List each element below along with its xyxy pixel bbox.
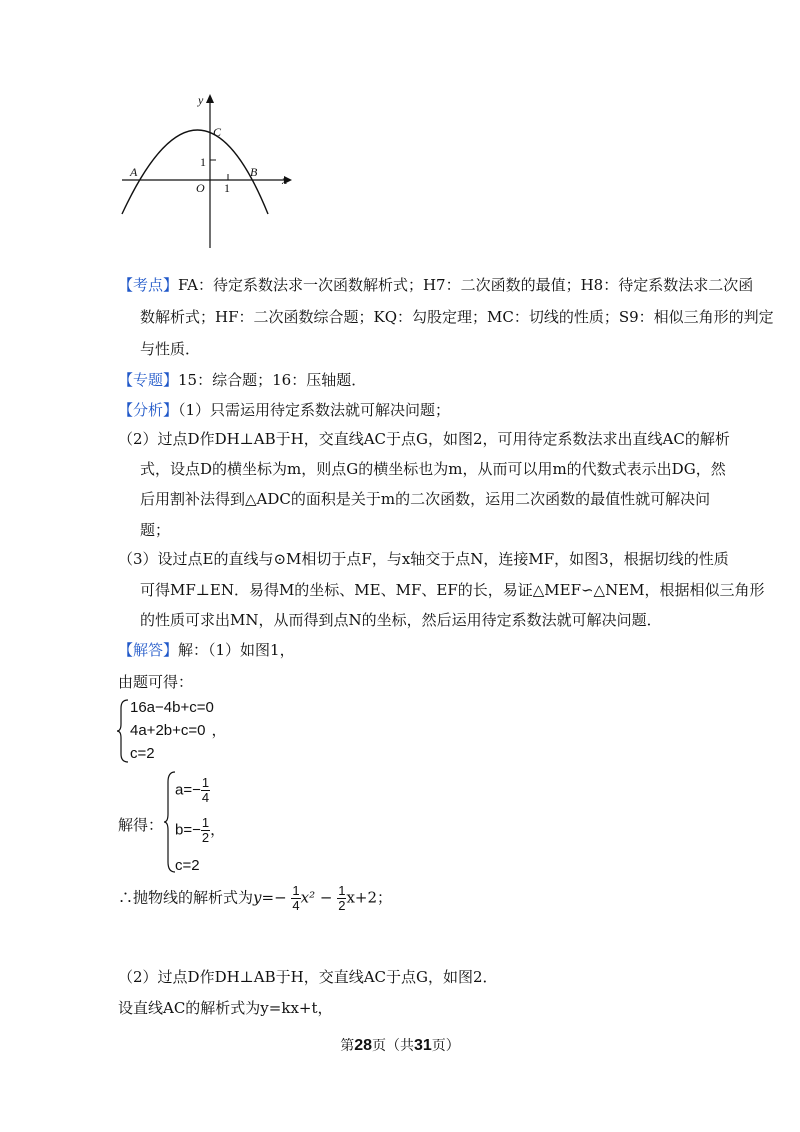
solution-a [175,776,210,805]
parabola-figure [110,88,300,253]
parabola-frac-1 [291,884,300,913]
parabola-frac-1-num: 1 [292,883,300,898]
footer-mid: 页（共 [372,1038,414,1054]
system-1-eq-3: c=2 [130,745,155,762]
line-ac-text: 设直线AC的解析式为y=kx+t， [118,999,333,1017]
solution-a-den: 4 [201,790,210,805]
fenxi-line-1 [118,400,450,420]
jieda-tag: 【解答】 [118,641,179,659]
parabola-end: x+2； [346,888,393,907]
part-2-text: （2）过点D作DH⊥AB于H，交直线AC于点G，如图2． [118,968,498,986]
system-1-tail: ， [211,722,227,739]
kaodian-line-1 [118,275,753,295]
point-c-label: C [213,125,222,139]
footer-post: 页） [431,1038,460,1054]
zhuanti-tag: 【专题】 [118,371,179,389]
system-1-eq-1: 16a−4b+c=0 [130,699,214,716]
page-footer [0,1035,800,1055]
y-tick-label: 1 [200,155,206,169]
parabola-mid: x² − [300,888,338,907]
solution-b-den: 2 [201,830,210,845]
solution-a-fraction [201,776,210,805]
fenxi-p3-line-2: 可得MF⊥EN．易得M的坐标、ME、MF、EF的长，易证△MEF∽△NEM，根据相似三角形 [140,581,765,599]
zhuanti-text: 15：综合题；16：压轴题． [178,371,367,389]
solution-b-lhs: b=− [175,821,201,839]
parabola-expression [118,884,392,913]
jieda-line [118,640,295,660]
origin-label: O [196,181,205,195]
parabola-prefix: ∴抛物线的解析式为 [118,888,254,907]
parabola-eq: =− [261,888,287,907]
parabola-y: y [253,888,262,907]
footer-page-number: 28 [354,1037,372,1054]
fenxi-p2-line-3: 后用割补法得到△ADC的面积是关于m的二次函数，运用二次函数的最值性就可解决问 [140,490,711,508]
parabola-curve [122,130,268,214]
y-axis-label: y [198,93,204,107]
solution-b-num: 1 [201,815,210,830]
solution-b [175,816,225,845]
kaodian-tag: 【考点】 [118,276,179,294]
footer-total-pages: 31 [414,1037,432,1054]
kaodian-text-1: FA：待定系数法求一次函数解析式；H7：二次函数的最值；H8：待定系数法求二次函 [178,276,754,294]
fenxi-tag: 【分析】 [118,401,179,419]
x-axis-label: x [282,173,288,187]
kaodian-line-2: 数解析式；HF：二次函数综合题；KQ：勾股定理；MC：切线的性质；S9：相似三角形的判定 [140,308,774,326]
solution-tail: ， [210,821,226,839]
solution-a-lhs: a=− [175,781,201,799]
parabola-frac-2-num: 1 [338,883,346,898]
kaodian-line-3: 与性质． [140,340,201,358]
x-tick-label: 1 [224,181,230,195]
parabola-frac-1-den: 4 [292,898,300,913]
by-problem-text: 由题可得： [118,673,194,691]
fenxi-p2-line-4: 题； [140,521,171,539]
fenxi-p3-line-1: （3）设过点E的直线与⊙M相切于点F，与x轴交于点N，连接MF，如图3，根据切线的性质 [118,550,729,568]
solution-b-fraction [201,816,210,845]
fenxi-p2-line-1: （2）过点D作DH⊥AB于H，交直线AC于点G，如图2，可用待定系数法求出直线AC的解析 [118,430,730,448]
fenxi-p1: （1）只需运用待定系数法就可解决问题； [178,401,451,419]
jieda-intro: 解：（1）如图1， [178,641,295,659]
point-b-label: B [250,165,258,179]
system-1-eq-2 [130,721,227,741]
footer-pre: 第 [340,1038,355,1054]
point-a-label: A [130,165,138,179]
solution-a-num: 1 [201,775,210,790]
y-axis [206,94,214,248]
solve-label: 解得： [118,816,164,834]
solution-c: c=2 [175,857,200,874]
system-1-eq-2-text: 4a+2b+c=0 [130,722,206,739]
zhuanti-line [118,370,366,390]
fenxi-p2-line-2: 式，设点D的横坐标为m，则点G的横坐标也为m，从而可以用m的代数式表示出DG，然 [140,460,726,478]
fenxi-p3-line-3: 的性质可求出MN，从而得到点N的坐标，然后运用待定系数法就可解决问题． [140,611,662,629]
parabola-frac-2-den: 2 [338,898,346,913]
x-axis [122,176,292,184]
